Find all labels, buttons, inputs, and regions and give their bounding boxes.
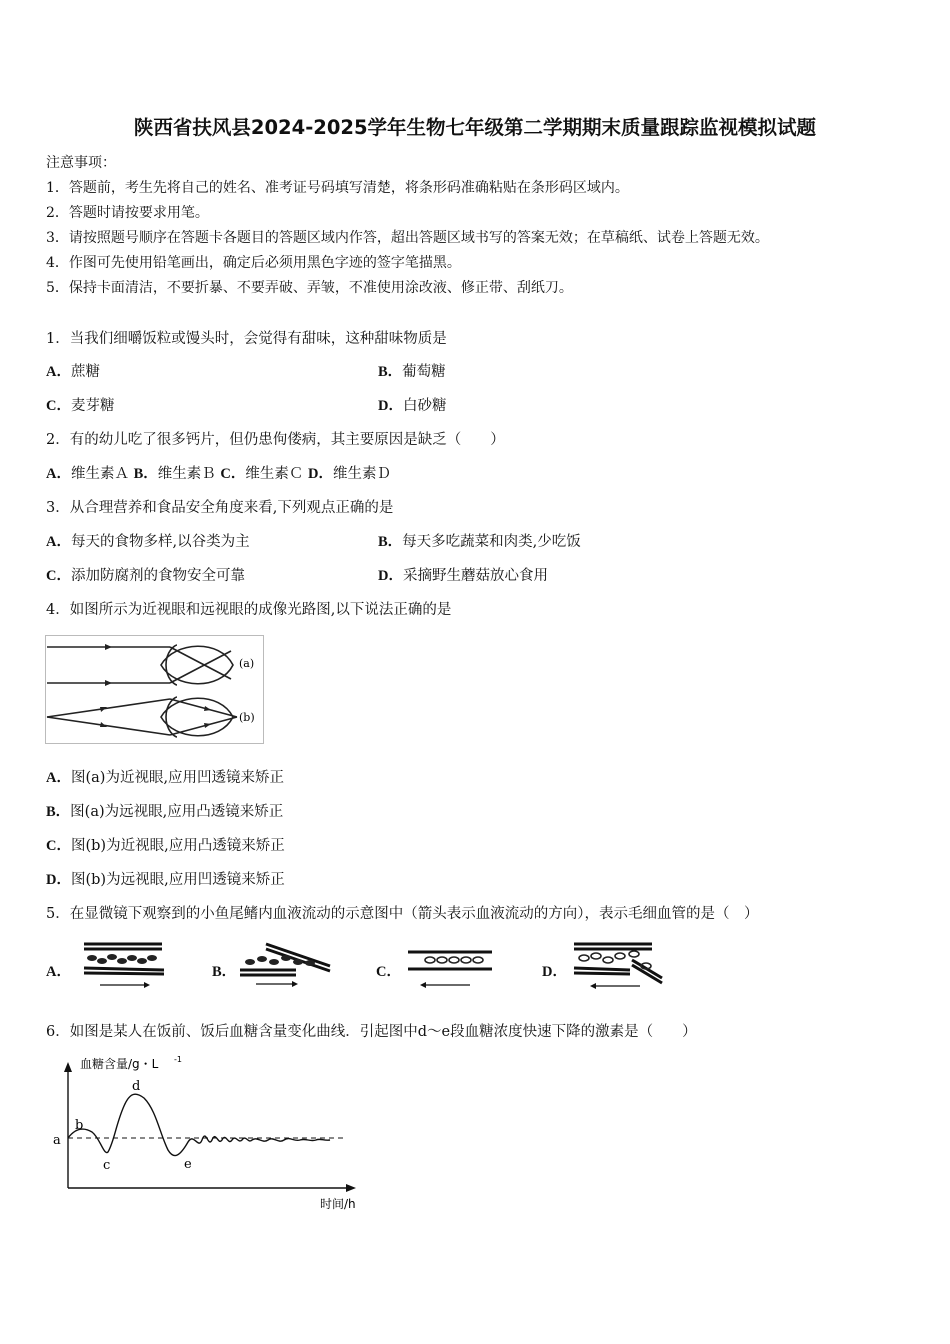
option-key: A． — [46, 534, 71, 550]
option-key: C． — [46, 398, 71, 414]
y-axis-label-sup: -1 — [174, 1055, 182, 1064]
blood-sugar-curve — [68, 1094, 330, 1155]
question-4-option-c — [46, 834, 285, 855]
point-a-label: a — [53, 1133, 61, 1148]
option-text: 每天的食物多样,以谷类为主 — [70, 534, 250, 550]
page-title: 陕西省扶风县2024-2025学年生物七年级第二学期期末质量跟踪监视模拟试题 — [133, 116, 817, 139]
option-text: 添加防腐剂的食物安全可靠 — [70, 568, 245, 584]
eye-a-icon — [47, 645, 233, 685]
eye-b-icon — [47, 697, 237, 737]
option-key: D． — [378, 398, 403, 414]
option-key: A． — [46, 466, 71, 482]
option-key: D． — [46, 872, 71, 888]
option-text: 葡萄糖 — [402, 364, 446, 380]
question-5-key-a: A． — [46, 964, 71, 980]
option-text: 白砂糖 — [402, 398, 447, 414]
option-key: A． — [46, 364, 71, 380]
option-text: 蔗糖 — [70, 364, 100, 380]
option-key: D． — [307, 466, 333, 482]
question-5-stem: 5．在显微镜下观察到的小鱼尾鳍内血液流动的示意图中（箭头表示血液流动的方向），表示毛细血管的是（ ） — [46, 906, 759, 922]
question-3-option-d — [378, 564, 548, 585]
label-b: (b) — [239, 711, 255, 724]
question-4-option-a — [46, 766, 284, 787]
label-a: (a) — [239, 657, 255, 670]
question-4-stem: 4．如图所示为近视眼和远视眼的成像光路图,以下说法正确的是 — [46, 602, 452, 618]
option-key: C． — [46, 568, 71, 584]
point-c-label: c — [103, 1158, 111, 1173]
option-text: 每天多吃蔬菜和肉类,少吃饭 — [402, 534, 581, 550]
option-key: B． — [133, 466, 158, 482]
vessel-a-icon — [78, 940, 168, 990]
option-text: 维生素Ａ — [70, 466, 129, 482]
option-text: 维生素Ｃ — [245, 466, 304, 482]
x-axis-label: 时间/h — [320, 1197, 356, 1211]
question-5-key-d: D． — [542, 964, 567, 980]
option-text: 图(a)为近视眼,应用凹透镜来矫正 — [70, 770, 285, 786]
vessel-c-icon — [404, 942, 494, 992]
notice-item-4: 4．作图可先使用铅笔画出，确定后必须用黑色字迹的签字笔描黑。 — [46, 255, 461, 271]
option-text: 图(b)为远视眼,应用凹透镜来矫正 — [70, 872, 285, 888]
question-3-stem: 3．从合理营养和食品安全角度来看,下列观点正确的是 — [46, 500, 394, 516]
option-key: C． — [220, 466, 246, 482]
question-4-option-d — [46, 868, 285, 889]
question-1-option-c — [46, 394, 114, 415]
option-text: 采摘野生蘑菇放心食用 — [402, 568, 548, 584]
blood-sugar-chart — [48, 1052, 368, 1212]
option-key: B． — [378, 364, 403, 380]
eye-a-arrows — [105, 644, 112, 686]
option-text: 维生素Ｄ — [332, 466, 391, 482]
question-5-key-b: B． — [212, 964, 237, 980]
point-b-label: b — [75, 1118, 84, 1133]
option-text: 维生素Ｂ — [157, 466, 216, 482]
point-e-label: e — [184, 1157, 192, 1172]
question-5-key-c: C． — [376, 964, 401, 980]
question-2-options — [46, 462, 391, 483]
question-1-stem: 1．当我们细嚼饭粒或馒头时，会觉得有甜味，这种甜味物质是 — [46, 331, 447, 347]
notice-item-2: 2．答题时请按要求用笔。 — [46, 205, 209, 221]
x-axis-arrow — [346, 1184, 356, 1192]
option-key: D． — [378, 568, 403, 584]
eye-b-arrows — [100, 706, 211, 728]
notice-item-3: 3．请按照题号顺序在答题卡各题目的答题区域内作答，超出答题区域书写的答案无效；在草稿纸、试卷上答题无效。 — [46, 230, 769, 246]
eye-optics-figure — [45, 635, 265, 745]
question-3-option-c — [46, 564, 245, 585]
y-axis-arrow — [64, 1062, 72, 1072]
question-1-option-b — [378, 360, 446, 381]
question-1-option-a — [46, 360, 100, 381]
option-key: C． — [46, 838, 71, 854]
notice-item-1: 1．答题前，考生先将自己的姓名、准考证号码填写清楚，将条形码准确粘贴在条形码区域内。 — [46, 180, 629, 196]
y-axis-label: 血糖含量/g・L — [80, 1057, 159, 1071]
notice-item-5: 5．保持卡面清洁，不要折暴、不要弄破、弄皱，不准使用涂改液、修正带、刮纸刀。 — [46, 280, 573, 296]
question-3-option-a — [46, 530, 250, 551]
option-text: 麦芽糖 — [70, 398, 115, 414]
question-1-option-d — [378, 394, 446, 415]
question-3-option-b — [378, 530, 581, 551]
option-key: B． — [46, 804, 71, 820]
vessel-d-icon — [568, 938, 668, 992]
question-4-option-b — [46, 800, 283, 821]
vessel-b-icon — [236, 940, 336, 990]
option-text: 图(b)为近视眼,应用凸透镜来矫正 — [70, 838, 285, 854]
option-key: B． — [378, 534, 403, 550]
question-2-stem: 2．有的幼儿吃了很多钙片，但仍患佝偻病，其主要原因是缺乏（ ） — [46, 432, 505, 448]
question-6-stem: 6．如图是某人在饭前、饭后血糖含量变化曲线．引起图中d～e段血糖浓度快速下降的激素是（ ） — [46, 1024, 697, 1040]
point-d-label: d — [132, 1079, 141, 1094]
option-key: A． — [46, 770, 71, 786]
notice-heading: 注意事项： — [46, 155, 116, 171]
option-text: 图(a)为远视眼,应用凸透镜来矫正 — [70, 804, 284, 820]
